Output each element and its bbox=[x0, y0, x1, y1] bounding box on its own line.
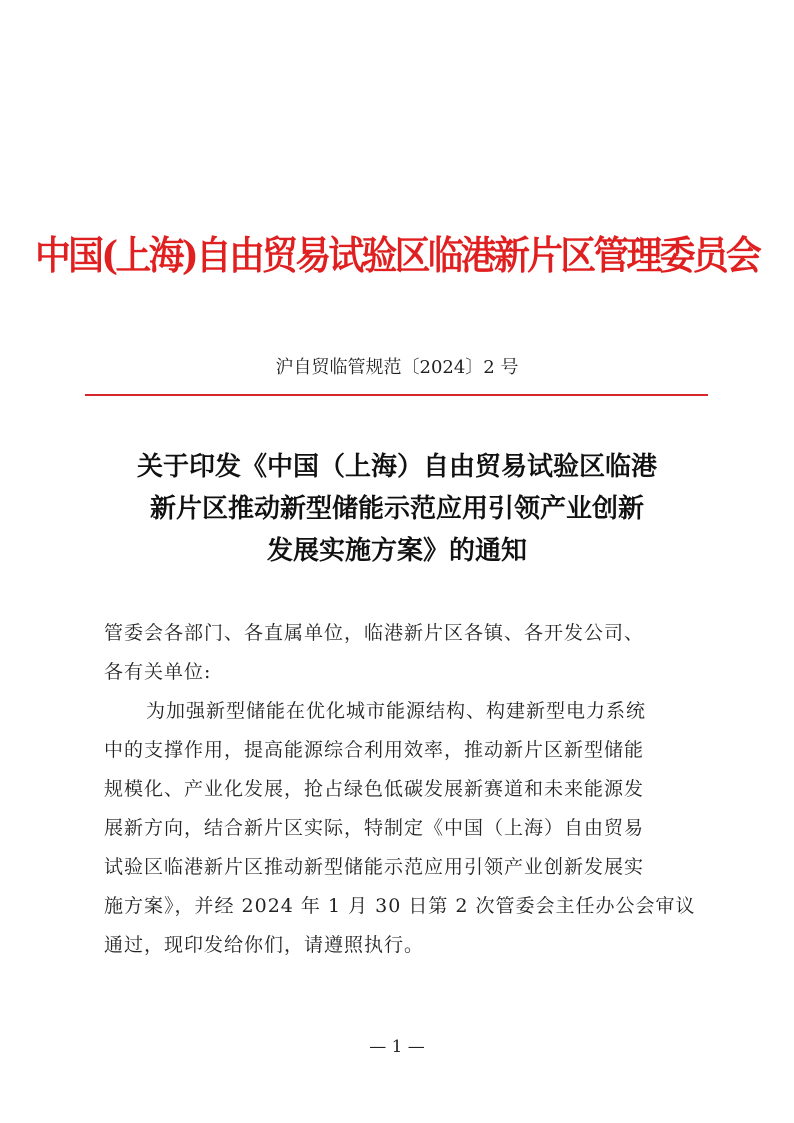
paragraph-line: 中的支撑作用，提高能源综合利用效率，推动新片区新型储能 bbox=[104, 739, 645, 761]
red-divider-line bbox=[85, 394, 708, 396]
paragraph-line: 展新方向，结合新片区实际，特制定《中国（上海）自由贸易 bbox=[104, 817, 645, 839]
paragraph-line: 通过，现印发给你们，请遵照执行。 bbox=[104, 934, 425, 956]
notice-title-line: 新片区推动新型储能示范应用引领产业创新 bbox=[149, 494, 644, 524]
paragraph-line: 为加强新型储能在优化城市能源结构、构建新型电力系统 bbox=[146, 700, 647, 722]
notice-title-line: 发展实施方案》的通知 bbox=[266, 536, 527, 566]
page-number: — 1 — bbox=[369, 1037, 425, 1057]
issuer-header: 中国(上海)自由贸易试验区临港新片区管理委员会 bbox=[35, 233, 759, 279]
notice-body bbox=[104, 614, 700, 965]
paragraph-line: 规模化、产业化发展，抢占绿色低碳发展新赛道和未来能源发 bbox=[104, 778, 645, 800]
notice-title bbox=[60, 446, 734, 572]
salutation-line: 各有关单位: bbox=[104, 661, 212, 683]
paragraph-line: 施方案》，并经 2024 年 1 月 30 日第 2 次管委会主任办公会审议 bbox=[104, 895, 696, 917]
notice-title-line: 关于印发《中国（上海）自由贸易试验区临港 bbox=[136, 452, 657, 482]
salutation-line: 管委会各部门、各直属单位，临港新片区各镇、各开发公司、 bbox=[104, 622, 645, 644]
document-number: 沪自贸临管规范〔2024〕2 号 bbox=[275, 357, 519, 378]
paragraph-line: 试验区临港新片区推动新型储能示范应用引领产业创新发展实 bbox=[104, 856, 645, 878]
